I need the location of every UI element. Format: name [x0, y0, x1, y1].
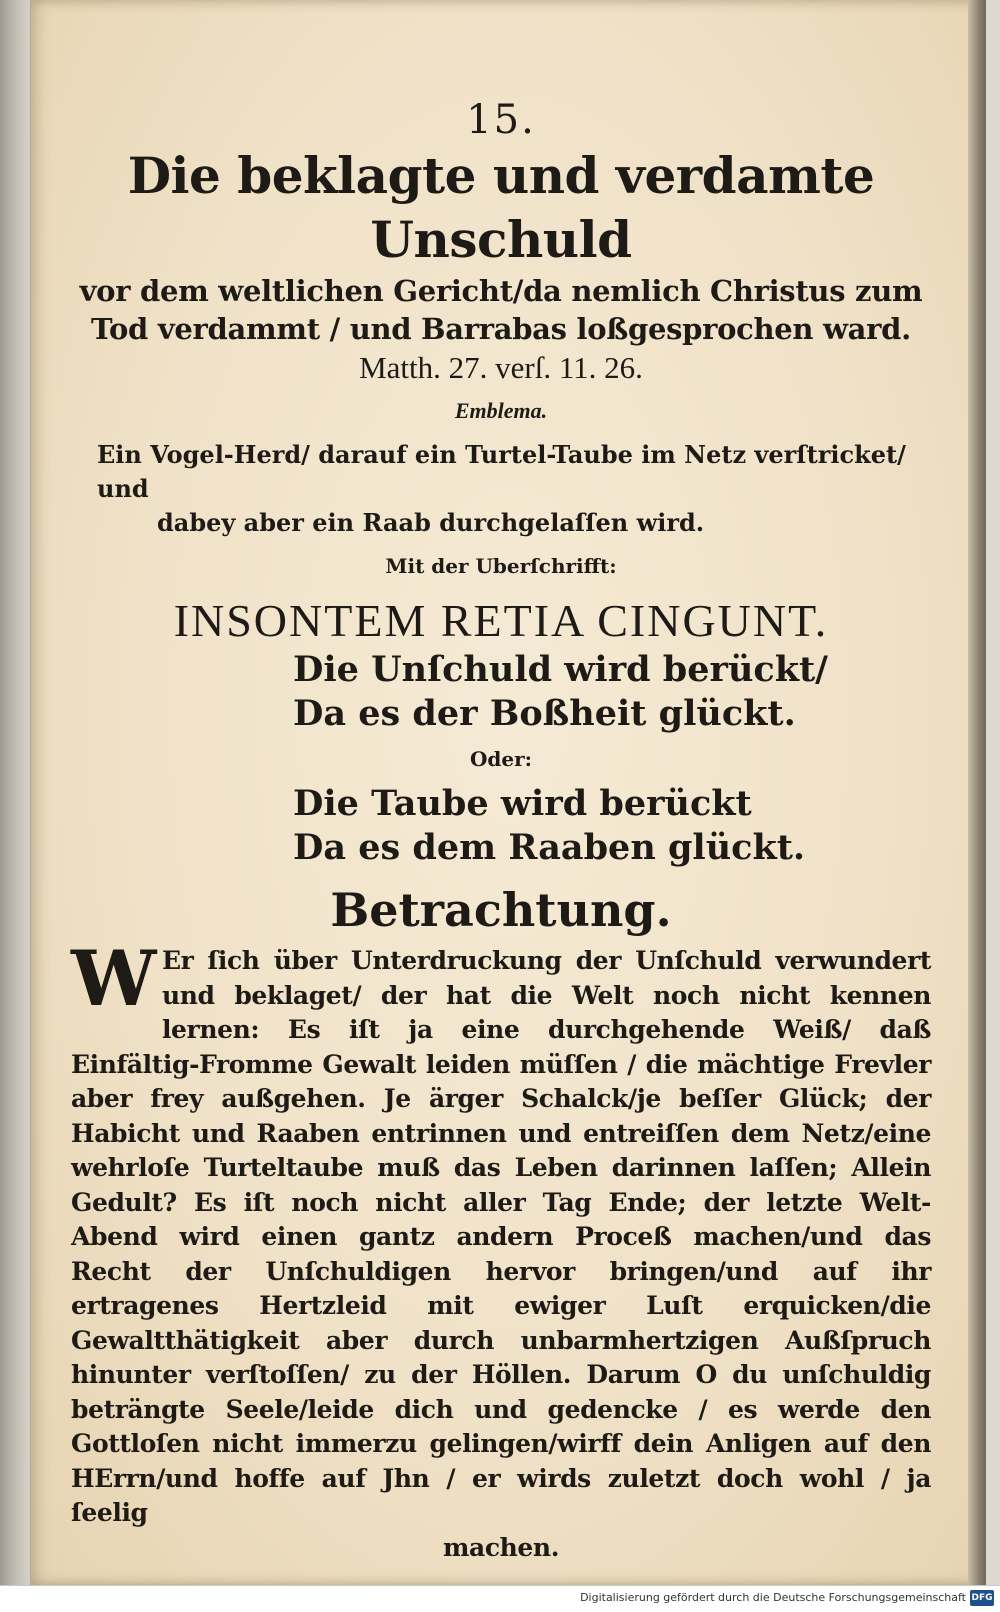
body-text: Er ſich über Unterdruckung der Unſchuld verwundert und beklaget/ der hat die Welt noch nicht kennen lernen: Es iſt ja eine durchgehende Weiß/ daß Einfältig-Fromme Gewalt leiden müſſen / die mächtige Frevler aber frey außgehen. Je ärger Schalck/je beſſer Glück; der Habicht und Raaben entrinnen und entreiſſen dem Netz/eine wehrloſe Turteltaube muß das Leben darinnen laſſen; Allein Gedult? Es iſt noch nicht aller Tag Ende; der letzte Welt-Abend wird einen gantz andern Proceß machen/und das Recht der Unſchuldigen hervor bringen/und auf ihr ertragenes Hertzleid mit ewiger Luſt erquicken/die Gewaltthätigkeit aber durch unbarmhertzigen Außſpruch hinunter verſtoſſen/ zu der Höllen. Darum O du unſchuldig beträngte Seele/leide dich und gedencke / es werde den Gottloſen nicht immerzu gelingen/wirff dein Anligen auf den HErrn/und hoffe auf Jhn / er wirds zuletzt doch wohl / ja ſeelig	[71, 946, 931, 1527]
dfg-logo: DFG	[970, 1590, 994, 1606]
subtitle-line-2: Tod verdammt / und Barrabas loßgesprochen ward.	[91, 312, 911, 346]
body-paragraph	[71, 934, 931, 1565]
verse-b-line-1: Die Taube wird berückt	[293, 783, 752, 824]
page-headline: Die beklagte und verdamte Unschuld	[127, 146, 875, 269]
digitization-footer	[0, 1585, 1000, 1612]
body-last-line: machen.	[442, 1532, 560, 1562]
emblem-description-line-1: Ein Vogel-Herd/ darauf ein Turtel-Taube im Netz verſtricket/ und	[97, 440, 906, 503]
latin-motto: INSONTEM RETIA CINGUNT.	[173, 595, 829, 646]
emblem-description-line-2: dabey aber ein Raab durchgelaſſen wird.	[157, 508, 705, 537]
section-title: Betrachtung.	[330, 883, 672, 937]
inscription-label: Mit der Uberſchrifft:	[385, 554, 617, 578]
emblem-label: Emblema.	[454, 398, 548, 423]
verse-b-line-2: Da es dem Raaben glückt.	[293, 827, 806, 868]
page-text-block	[71, 97, 931, 1565]
verse-a-line-2: Da es der Boßheit glückt.	[293, 693, 796, 734]
funding-credit: Digitalisierung gefördert durch die Deutsche Forschungsgemeinschaft	[580, 1591, 966, 1604]
bible-reference: Matth. 27. verſ. 11. 26.	[359, 350, 643, 385]
emblem-description	[71, 438, 931, 540]
book-page	[30, 0, 986, 1585]
page-number: 15.	[466, 97, 536, 143]
page-gutter-edge	[968, 0, 986, 1585]
verse-a-line-1: Die Unſchuld wird berückt/	[293, 649, 828, 690]
subtitle-line-1: vor dem weltlichen Gericht/da nemlich Christus zum	[79, 274, 923, 308]
drop-cap: W	[71, 934, 156, 1023]
or-label: Oder:	[469, 747, 533, 771]
